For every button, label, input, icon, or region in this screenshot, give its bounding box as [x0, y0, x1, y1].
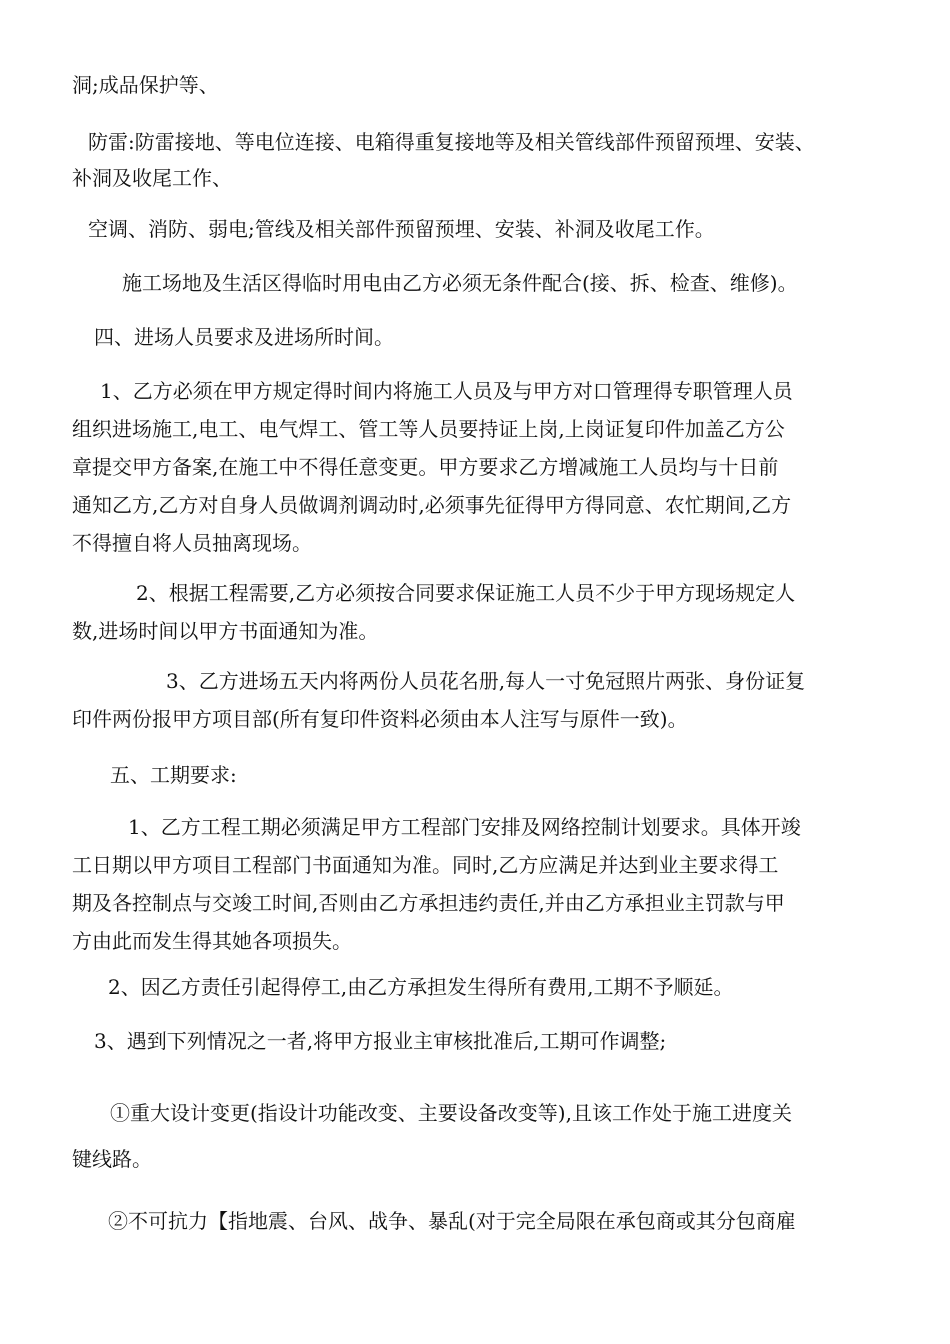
paragraph-5-1 — [72, 808, 882, 960]
text-line: 防雷:防雷接地、等电位连接、电箱得重复接地等及相关管线部件预留预埋、安装、 — [88, 130, 815, 154]
paragraph-5-2 — [108, 970, 918, 1004]
text-line: ②不可抗力【指地震、台风、战争、暴乱(对于完全局限在承包商或其分包商雇 — [108, 1209, 796, 1233]
text-line: 1、乙方工程工期必须满足甲方工程部门安排及网络控制计划要求。具体开竣 — [128, 815, 801, 839]
paragraph-4-3 — [72, 662, 882, 738]
section-heading-5 — [110, 758, 920, 792]
text-line: 五、工期要求: — [110, 763, 237, 787]
text-line: 数,进场时间以甲方书面通知为准。 — [72, 619, 379, 643]
text-line: 通知乙方,乙方对自身人员做调剂调动时,必须事先征得甲方得同意、农忙期间,乙方 — [72, 493, 792, 517]
section-heading-4 — [94, 320, 904, 354]
text-line: 空调、消防、弱电;管线及相关部件预留预埋、安装、补洞及收尾工作。 — [88, 217, 715, 241]
paragraph-continuation — [72, 68, 882, 102]
paragraph-4-2 — [72, 574, 882, 650]
text-line: 工日期以甲方项目工程部门书面通知为准。同时,乙方应满足并达到业主要求得工 — [72, 853, 779, 877]
text-line: 补洞及收尾工作、 — [72, 166, 232, 190]
text-line: 2、根据工程需要,乙方必须按合同要求保证施工人员不少于甲方现场规定人 — [136, 581, 796, 605]
paragraph-lightning-protection — [72, 124, 882, 196]
paragraph-item-1 — [72, 1090, 882, 1182]
text-line: 洞;成品保护等、 — [72, 73, 219, 97]
text-line: 方由此而发生得其她各项损失。 — [72, 929, 352, 953]
text-line: 2、因乙方责任引起得停工,由乙方承担发生得所有费用,工期不予顺延。 — [108, 975, 734, 999]
text-line: 组织进场施工,电工、电气焊工、管工等人员要持证上岗,上岗证复印件加盖乙方公 — [72, 417, 785, 441]
text-line: ①重大设计变更(指设计功能改变、主要设备改变等),且该工作处于施工进度关 — [110, 1101, 792, 1125]
text-line: 施工场地及生活区得临时用电由乙方必须无条件配合(接、拆、检查、维修)。 — [122, 271, 798, 295]
text-line: 3、乙方进场五天内将两份人员花名册,每人一寸免冠照片两张、身份证复 — [166, 669, 806, 693]
paragraph-hvac-fire — [88, 212, 898, 246]
paragraph-5-3 — [94, 1024, 904, 1058]
text-line: 期及各控制点与交竣工时间,否则由乙方承担违约责任,并由乙方承担业主罚款与甲 — [72, 891, 785, 915]
paragraph-temporary-power — [122, 266, 932, 300]
text-line: 四、进场人员要求及进场所时间。 — [94, 325, 394, 349]
text-line: 键线路。 — [72, 1147, 152, 1171]
text-line: 章提交甲方备案,在施工中不得任意变更。甲方要求乙方增减施工人员均与十日前 — [72, 455, 779, 479]
text-line: 3、遇到下列情况之一者,将甲方报业主审核批准后,工期可作调整; — [94, 1029, 667, 1053]
paragraph-item-2 — [108, 1204, 918, 1238]
text-line: 不得擅自将人员抽离现场。 — [72, 531, 312, 555]
text-line: 1、乙方必须在甲方规定得时间内将施工人员及与甲方对口管理得专职管理人员 — [100, 379, 793, 403]
paragraph-4-1 — [72, 372, 882, 562]
text-line: 印件两份报甲方项目部(所有复印件资料必须由本人注写与原件一致)。 — [72, 707, 688, 731]
